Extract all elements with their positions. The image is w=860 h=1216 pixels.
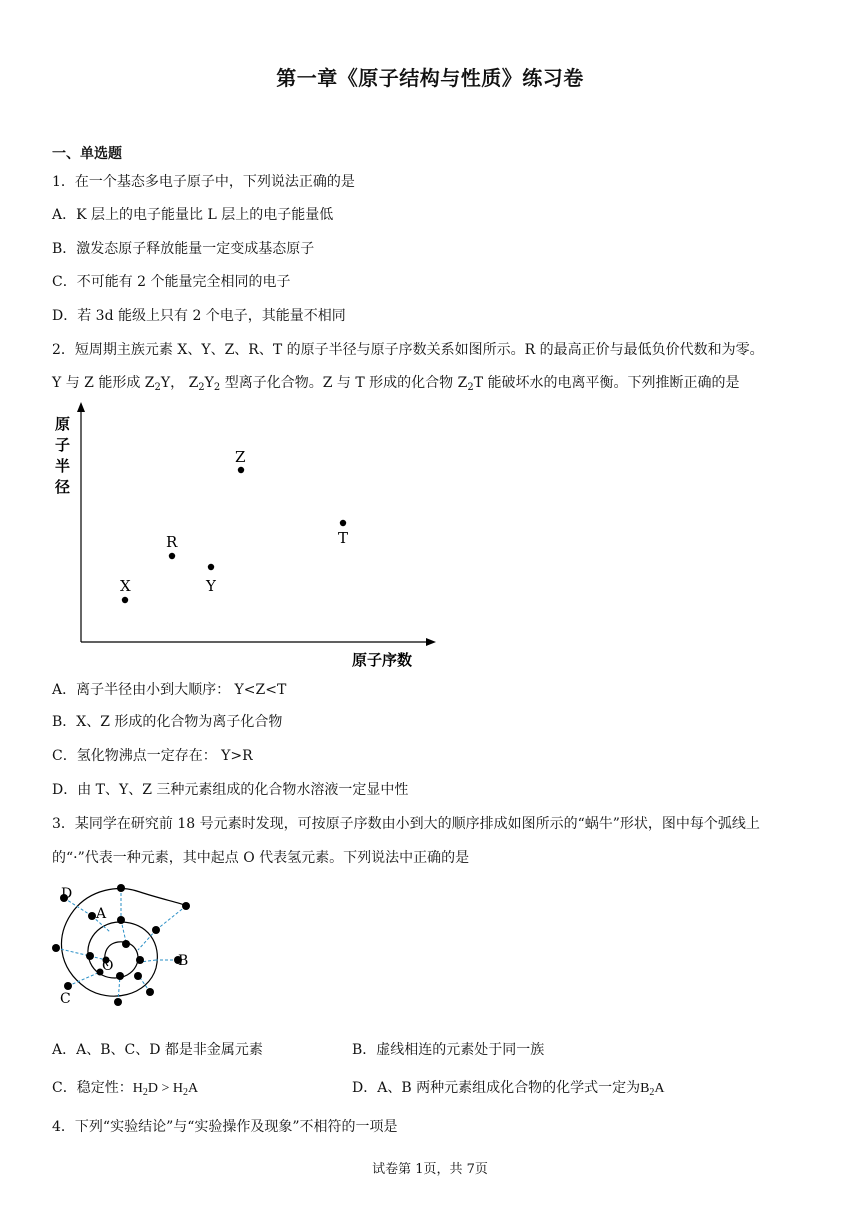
q3-stem-line1: 3．某同学在研究前 18 号元素时发现，可按原子序数由小到大的顺序排成如图所示的“蜗牛”形状，图中每个弧线上 [52, 816, 760, 832]
x-axis-arrow [426, 638, 436, 646]
q3-option-c: C．稳定性：$H_2D > H_2A$ [52, 1080, 199, 1098]
point-x [122, 597, 128, 603]
q1-stem: 1．在一个基态多电子原子中，下列说法正确的是 [52, 174, 355, 190]
q2-option-d: D．由 T、Y、Z 三种元素组成的化合物水溶液一定显中性 [52, 782, 409, 798]
q2-option-b: B．X、Z 形成的化合物为离子化合物 [52, 714, 283, 730]
q1-option-d: D．若 3d 能级上只有 2 个电子，其能量不相同 [52, 308, 346, 324]
point-label-t: T [338, 529, 349, 547]
dashed-group-lines [56, 888, 189, 1002]
page-footer: 试卷第 1页，共 7页 [372, 1162, 488, 1177]
fig-label-b: B [178, 953, 189, 969]
q1-option-c: C．不可能有 2 个能量完全相同的电子 [52, 274, 291, 290]
page-title: 第一章《原子结构与性质》练习卷 [276, 66, 584, 90]
q1-option-a: A．K 层上的电子能量比 L 层上的电子能量低 [52, 207, 334, 223]
atomic-radius-chart [40, 400, 460, 680]
q3-stem-line2: 的“·”代表一种元素，其中起点 O 代表氢元素。下列说法中正确的是 [52, 850, 470, 866]
q3-option-d: D．A、B 两种元素组成化合物的化学式一定为$B_2A$ [352, 1080, 665, 1098]
fig-label-o: O [102, 958, 114, 974]
q2-option-c: C．氢化物沸点一定存在： Y>R [52, 748, 253, 764]
point-label-r: R [166, 533, 178, 551]
q3-option-a: A．A、B、C、D 都是非金属元素 [52, 1042, 263, 1058]
point-label-x: X [120, 577, 131, 595]
y-axis-arrow [77, 402, 85, 412]
point-r [169, 553, 175, 559]
y-axis-label-char-1: 原 [55, 415, 71, 433]
fig-label-a: A [96, 906, 107, 922]
q2-stem-line2: Y 与 Z 能形成 $Z_2Y$， $Z_2Y_2$ 型离子化合物。Z 与 T 形成的化合物 $Z_2T$ 能破坏水的电离平衡。下列推断正确的是 [52, 375, 740, 393]
point-y [208, 564, 214, 570]
q2-stem-line1: 2．短周期主族元素 X、Y、Z、R、T 的原子半径与原子序数关系如图所示。R 的最高正价与最低负价代数和为零。 [52, 342, 764, 358]
fig-label-c: C [60, 991, 71, 1007]
point-z [238, 467, 244, 473]
q1-option-b: B．激发态原子释放能量一定变成基态原子 [52, 241, 315, 257]
element-dots [52, 884, 190, 1006]
y-axis-label-char-3: 半 [55, 457, 71, 475]
q4-stem: 4．下列“实验结论”与“实验操作及现象”不相符的一项是 [52, 1119, 398, 1135]
snail-spiral-figure [40, 872, 200, 1012]
point-label-z: Z [235, 448, 246, 466]
section-heading: 一、单选题 [52, 146, 122, 162]
fig-label-d: D [61, 886, 73, 902]
x-axis-label: 原子序数 [352, 651, 413, 669]
q2-option-a: A．离子半径由小到大顺序： Y<Z<T [52, 682, 287, 698]
y-axis-label-char-4: 径 [55, 478, 71, 496]
y-axis-label-char-2: 子 [55, 436, 71, 454]
point-t [340, 520, 346, 526]
q3-option-b: B．虚线相连的元素处于同一族 [352, 1042, 545, 1058]
point-label-y: Y [206, 577, 216, 595]
